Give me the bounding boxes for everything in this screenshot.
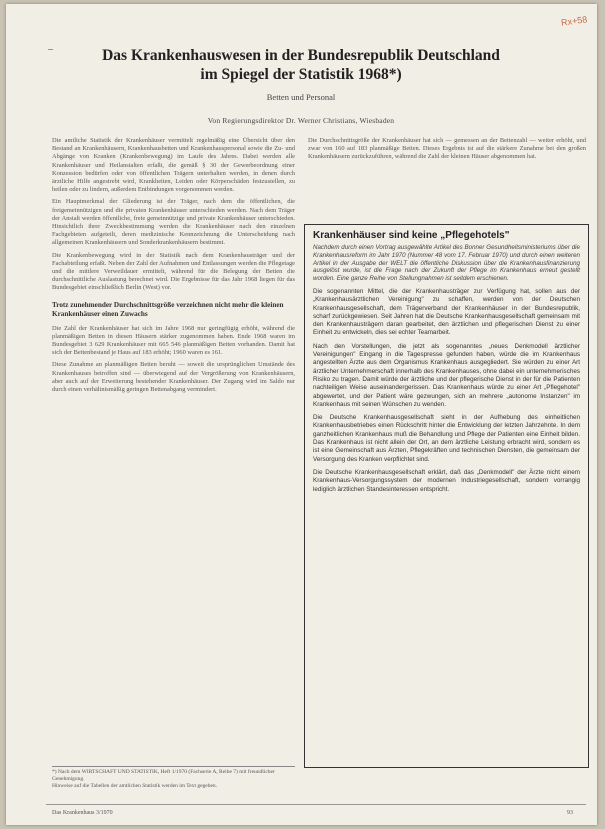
box-title: Krankenhäuser sind keine „Pflegehotels" <box>313 230 510 241</box>
article-subtitle: Betten und Personal <box>266 92 336 102</box>
footnote: Hinweise auf die Tabellen der amtlichen Statistik werden im Text gegeben. <box>52 783 218 789</box>
article-author: Von Regierungsdirektor Dr. Werner Christians, Wiesbaden <box>207 116 395 125</box>
footnote: *) Nach dem WIRTSCHAFT UND STATISTIK, Heft 1/1970 (Fachserie A, Reihe 7) mit freundlicher Genehmigung. <box>52 769 275 782</box>
journal-reference: Das Krankenhaus 3/1970 <box>52 810 113 816</box>
box-paragraph: Die Deutsche Krankenhausgesellschaft erklärt, daß das „Denkmodell" der Ärzte nicht einem Krankenhaus-Versorgungssystem der modernen Industriegesellschaft, sondern vorrangig lediglich ärztlichen Standesinteressen entspricht. <box>313 468 580 493</box>
box-paragraph: Die sogenannten Mittel, die der Krankenhausträger zur Verfügung hat, sollen aus der „Krankenhausärztlichen Vereinigung" zu schaffen, werden von der Deutschen Krankenhausgesellschaft, dem Trägerverband der Krankenhäuser in der Bundesrepublik, scharf zurückgewiesen. Seit Jahren hat die Deutsche Krankenhausgesellschaft gemeinsam mit den Krankenhausträgern daran gearbeitet, den ärztlichen und pflegerischen Dienst zu einer Einheit zu entwickeln, dies sei echter Teamarbeit. <box>313 287 580 337</box>
document-page <box>6 4 597 825</box>
left-paragraph: Die amtliche Statistik der Krankenhäuser vermittelt regelmäßig eine Übersicht über den Bestand an Krankenhäusern, Krankenhausbetten und Krankenhauspersonal sowie die Zu- und Abgänge von Kranken (Krankenbewegung) im Laufe des Jahres. Dabei werden alle Krankenhäuser und Heilanstalten erfaßt, die gemäß § 30 der Gewerbeordnung einer Konzession bedürfen oder von öffentlichen Trägern unterhalten werden, in denen durch ärztliche Hilfe angestrebt wird, Krankheiten, Leiden oder Körperschäden festzustellen, zu heilen oder zu lindern, außerdem Entbindungen vorgenommen werden. <box>52 137 295 194</box>
title-line-2: im Spiegel der Statistik 1968*) <box>200 66 402 83</box>
box-intro: Nachdem durch einen Vortrag ausgewählte Artikel des Bonner Gesundheitsministeriums über die Krankenhausreform im Jahr 1970 (Nummer 48 vom 17. Februar 1970) und durch einen weiteren Artikel in der Ausgabe der WELT die öffentliche Diskussion über die Krankenhausfinanzierung ausgelöst wurde, ist die Frage nach der Zukunft der Pflege im Krankenhaus erneut gestellt worden. Eine ganze Reihe von Stellungnahmen ist seitdem erschienen. <box>313 244 580 283</box>
handwritten-note: Rx+58 <box>560 14 588 28</box>
left-paragraph: Ein Hauptmerkmal der Gliederung ist der Träger, nach dem die öffentlichen, die freigemeinnützigen und die privaten Krankenhäuser unterschieden werden. Nach dem Träger der Anstalt werden öffentliche, freie gemeinnützige und private Krankenhäuser unterschieden. Hinsichtlich ihrer Zweckbestimmung werden die Krankenhäuser nach den einzelnen Fachgebieten aufgeteilt, deren medizinische Kennzeichnung die Unterscheidung nach allgemeinen Krankenhäusern und Sonderkrankenhäusern bestimmt. <box>52 198 295 247</box>
bottom-rule <box>46 804 586 805</box>
right-column-top: Die Durchschnittsgröße der Krankenhäuser hat sich — gemessen an der Bettenzahl — weiter erhöht, und zwar von 160 auf 183 planmäßige Betten. Dieses Ergebnis ist auf die stärkere Zunahme bei den großen Krankenhäusern zurückzuführen, während die Zahl der kleinen Häuser abgenommen hat. <box>308 137 586 161</box>
page-number: 93 <box>567 810 573 816</box>
left-paragraph: Die Zahl der Krankenhäuser hat sich im Jahre 1968 nur geringfügig erhöht, während die planmäßigen Betten in diesen Häusern stärker zugenommen haben. Ende 1968 waren im Bundesgebiet 3 629 Krankenhäuser mit 665 546 planmäßigen Betten vorhanden. Damit hat sich der Bettenbestand je Haus auf 183 erhöht; 1960 waren es 161. <box>52 324 295 357</box>
article-title <box>66 46 536 84</box>
left-paragraph: Die Krankenbewegung wird in der Statistik nach dem Krankenhausträger und der Fachabteilung erfaßt. Neben der Zahl der Aufnahmen und Entlassungen werden die Pflegetage und die mittlere Verweildauer ermittelt, während für die Belegung der Betten die durchschnittliche Auslastung berechnet wird. Die Ergebnisse für das Jahr 1968 liegen für das Bundesgebiet einschließlich Berlin (West) vor. <box>52 251 295 292</box>
margin-mark: – <box>48 44 53 55</box>
box-paragraph: Die Deutsche Krankenhausgesellschaft sieht in der Aufhebung des einheitlichen Krankenhausbetriebes einen Rückschritt hinter die Entwicklung der letzten Jahrzehnte. In dem ganzheitlichen Krankenhaus muß die Behandlung und Pflege der Patienten eine Einheit bilden. Das Krankenhaus ist nicht allein der Ort, an dem ärztliche Leistung erbracht wird, sondern es ist eine Gemeinschaft aus Ärzten, Pflegekräften und technischen Diensten, die gemeinsam der Versorgung des Kranken verpflichtet sind. <box>313 414 580 463</box>
box-paragraph: Nach den Vorstellungen, die jetzt als sogenanntes „neues Denkmodell ärztlicher Vereinigungen" Eingang in die Tagespresse gefunden haben, würde die im Krankenhaus angestellten Ärzte aus dem Organismus Krankenhaus ausgegliedert. Sie würden zu einer Art ärztlicher Unternehmerschaft innerhalb des Krankenhauses, ohne dabei ein unternehmerisches Risiko zu tragen. Damit würde der ärztliche und der pflegerische Dienst in der für die Patienten nachteiligen Weise auseinandergerissen. Das Krankenhaus würde zu einer Art „Pflegehotel" abgewertet, und der Patient wäre gezwungen, sich an mehrere „autonome Instanzen" im Krankenhaus mit seinen Wünschen zu wenden. <box>313 342 580 408</box>
sidebar-box <box>304 224 589 768</box>
left-section-heading: Trotz zunehmender Durchschnittsgröße verzeichnen nicht mehr die kleinen Krankenhäuser einen Zuwachs <box>52 300 284 318</box>
left-paragraph: Diese Zunahme an planmäßigen Betten beruht — soweit die ursprünglichen Umstände des Krankenhauses betroffen sind — überwiegend auf der Vergrößerung von Krankenhäusern, aber auch auf der Erweiterung bestehender Krankenhäuser. Der Zugang wird im Saldo nur durch einen verhältnismäßig geringen Bettenabgang vermindert. <box>52 361 295 394</box>
box-body <box>313 288 580 494</box>
footnotes <box>52 766 295 790</box>
title-line-1: Das Krankenhauswesen in der Bundesrepublik Deutschland <box>102 47 500 64</box>
left-column <box>52 137 295 398</box>
